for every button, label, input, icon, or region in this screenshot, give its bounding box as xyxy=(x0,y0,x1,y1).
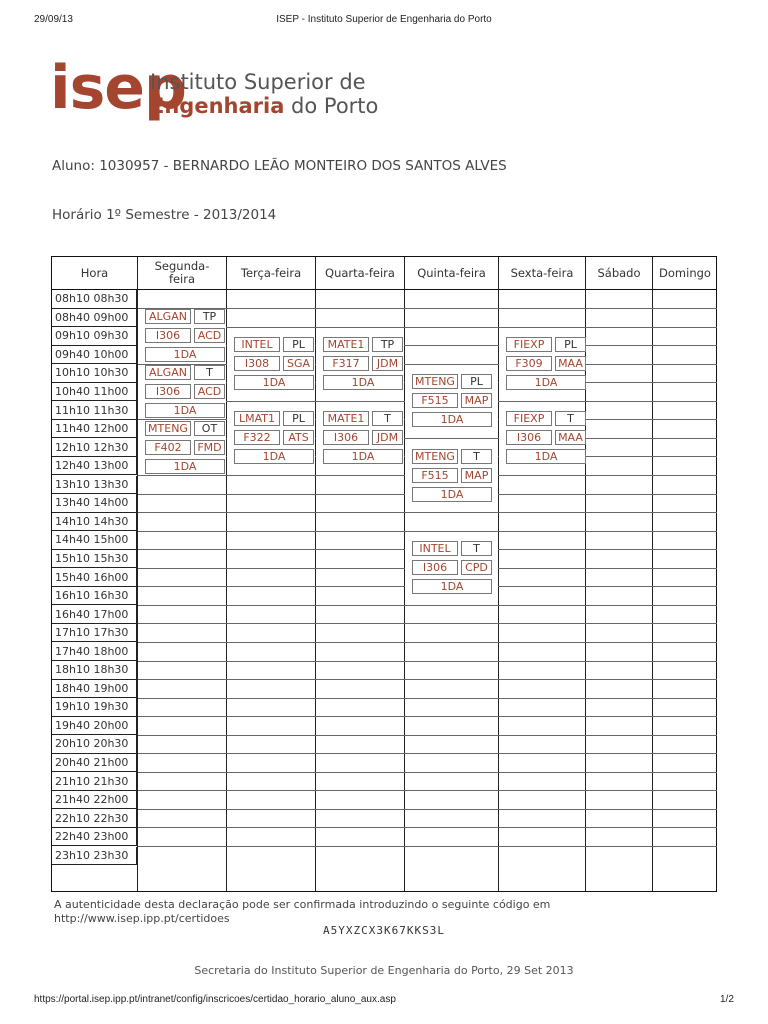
course-code: FIEXP xyxy=(506,337,552,352)
room-code: F515 xyxy=(412,393,458,408)
group-code: 1DA xyxy=(323,375,403,390)
hour-cell: 18h40 19h00 xyxy=(52,680,137,699)
class-type: TP xyxy=(372,337,403,352)
print-date: 29/09/13 xyxy=(34,14,73,25)
class-block[interactable] xyxy=(412,374,492,430)
logo-accent: Engenharia xyxy=(150,94,285,118)
isep-logo xyxy=(50,53,379,128)
class-block[interactable] xyxy=(145,365,225,421)
row-line xyxy=(138,661,717,662)
hour-cell: 22h40 23h00 xyxy=(52,828,137,847)
group-code: 1DA xyxy=(145,347,225,362)
print-title: ISEP - Instituto Superior de Engenharia do Porto xyxy=(276,14,492,25)
class-type: PL xyxy=(555,337,586,352)
row-line xyxy=(138,716,717,717)
class-type: T xyxy=(372,411,403,426)
row-line xyxy=(138,809,717,810)
authenticity-text xyxy=(54,898,550,926)
room-code: I306 xyxy=(145,328,191,343)
hour-cell: 13h40 14h00 xyxy=(52,494,137,513)
room-code: F515 xyxy=(412,468,458,483)
column-line xyxy=(652,257,653,891)
course-code: MTENG xyxy=(412,374,458,389)
class-block[interactable] xyxy=(412,541,492,597)
teacher-code: JDM xyxy=(372,356,403,371)
group-code: 1DA xyxy=(145,403,225,418)
hour-cell: 10h10 10h30 xyxy=(52,364,137,383)
hour-cell: 14h10 14h30 xyxy=(52,513,137,532)
hour-cell: 09h40 10h00 xyxy=(52,346,137,365)
logo-mark: isep xyxy=(50,53,186,123)
group-code: 1DA xyxy=(412,412,492,427)
hour-cell: 20h40 21h00 xyxy=(52,754,137,773)
group-code: 1DA xyxy=(506,449,586,464)
course-code: MTENG xyxy=(145,421,191,436)
course-code: INTEL xyxy=(234,337,280,352)
hour-cell: 15h10 15h30 xyxy=(52,550,137,569)
row-line xyxy=(138,846,717,847)
room-code: F309 xyxy=(506,356,552,371)
class-type: PL xyxy=(283,337,314,352)
header-segunda xyxy=(138,257,227,289)
class-block[interactable] xyxy=(234,411,314,467)
row-line xyxy=(138,772,717,773)
room-code: I308 xyxy=(234,356,280,371)
teacher-code: ACD xyxy=(194,384,225,399)
semester-line: Horário 1º Semestre - 2013/2014 xyxy=(52,207,277,223)
timetable xyxy=(51,256,717,892)
print-page: 1/2 xyxy=(720,994,734,1005)
hour-cell: 08h40 09h00 xyxy=(52,309,137,328)
row-line xyxy=(138,623,717,624)
course-code: MATE1 xyxy=(323,411,369,426)
header-sabado: Sábado xyxy=(586,257,653,289)
course-code: MTENG xyxy=(412,449,458,464)
class-block[interactable] xyxy=(145,421,225,477)
room-code: F322 xyxy=(234,430,280,445)
group-code: 1DA xyxy=(412,487,492,502)
teacher-code: ACD xyxy=(194,328,225,343)
authenticity-line1: A autenticidade desta declaração pode ser confirmada introduzindo o seguinte código em xyxy=(54,898,551,911)
hour-cell: 09h10 09h30 xyxy=(52,327,137,346)
student-line: Aluno: 1030957 - BERNARDO LEÃO MONTEIRO DOS SANTOS ALVES xyxy=(52,158,507,174)
class-block[interactable] xyxy=(506,337,586,393)
hour-cell: 19h10 19h30 xyxy=(52,698,137,717)
class-type: T xyxy=(461,449,492,464)
teacher-code: MAA xyxy=(555,430,586,445)
course-code: MATE1 xyxy=(323,337,369,352)
header-divider xyxy=(52,289,716,290)
authenticity-code: A5YXZCX3K67KKS3L xyxy=(323,924,445,937)
hour-cell: 11h40 12h00 xyxy=(52,420,137,439)
class-type: T xyxy=(461,541,492,556)
row-line xyxy=(138,698,717,699)
teacher-code: JDM xyxy=(372,430,403,445)
hour-cell: 22h10 22h30 xyxy=(52,809,137,828)
course-code: LMAT1 xyxy=(234,411,280,426)
row-line xyxy=(138,642,717,643)
hour-cell: 11h10 11h30 xyxy=(52,401,137,420)
class-block[interactable] xyxy=(412,449,492,505)
hour-cell: 18h10 18h30 xyxy=(52,661,137,680)
course-code: FIEXP xyxy=(506,411,552,426)
room-code: F402 xyxy=(145,440,191,455)
course-code: ALGAN xyxy=(145,365,191,380)
hour-cell: 17h40 18h00 xyxy=(52,642,137,661)
row-line xyxy=(138,790,717,791)
hour-cell: 12h10 12h30 xyxy=(52,438,137,457)
hour-cell: 14h40 15h00 xyxy=(52,531,137,550)
row-line xyxy=(138,735,717,736)
teacher-code: FMD xyxy=(194,440,225,455)
teacher-code: ATS xyxy=(283,430,314,445)
row-line xyxy=(138,605,717,606)
course-code: ALGAN xyxy=(145,309,191,324)
class-type: PL xyxy=(283,411,314,426)
hour-cell: 15h40 16h00 xyxy=(52,568,137,587)
class-type: T xyxy=(555,411,586,426)
class-block[interactable] xyxy=(323,411,403,467)
hour-cell: 19h40 20h00 xyxy=(52,717,137,736)
header-segunda-text: Segunda-feira xyxy=(154,259,210,286)
logo-line2 xyxy=(150,94,378,118)
class-block[interactable] xyxy=(234,337,314,393)
header-domingo: Domingo xyxy=(659,265,711,280)
row-line xyxy=(138,827,717,828)
group-code: 1DA xyxy=(506,375,586,390)
hour-cell: 23h10 23h30 xyxy=(52,847,137,866)
hour-cell: 10h40 11h00 xyxy=(52,383,137,402)
hour-cell: 20h10 20h30 xyxy=(52,735,137,754)
group-code: 1DA xyxy=(234,375,314,390)
header-sexta: Sexta-feira xyxy=(499,257,586,289)
logo-line1: Instituto Superior de xyxy=(150,70,366,94)
hour-cell: 12h40 13h00 xyxy=(52,457,137,476)
course-code: INTEL xyxy=(412,541,458,556)
row-line xyxy=(138,512,717,513)
print-url[interactable]: https://portal.isep.ipp.pt/intranet/config/inscricoes/certidao_horario_aluno_aux.asp xyxy=(34,994,396,1005)
room-code: F317 xyxy=(323,356,369,371)
class-type: TP xyxy=(194,309,225,324)
header-terca: Terça-feira xyxy=(227,257,316,289)
row-line xyxy=(138,679,717,680)
hour-cell: 16h10 16h30 xyxy=(52,587,137,606)
authenticity-link[interactable]: http://www.isep.ipp.pt/certidoes xyxy=(54,912,230,925)
hour-cell: 08h10 08h30 xyxy=(52,290,137,309)
class-type: OT xyxy=(194,421,225,436)
hour-cell: 16h40 17h00 xyxy=(52,605,137,624)
teacher-code: SGA xyxy=(283,356,314,371)
class-type: T xyxy=(194,365,225,380)
room-code: I306 xyxy=(412,560,458,575)
teacher-code: MAA xyxy=(555,356,586,371)
teacher-code: MAP xyxy=(461,393,492,408)
hour-cell: 21h40 22h00 xyxy=(52,791,137,810)
class-block[interactable] xyxy=(506,411,586,467)
group-code: 1DA xyxy=(323,449,403,464)
class-block[interactable] xyxy=(323,337,403,393)
header-quarta: Quarta-feira xyxy=(316,257,405,289)
logo-line2-rest: do Porto xyxy=(284,94,379,118)
header-quinta: Quinta-feira xyxy=(405,257,499,289)
hour-cell: 13h10 13h30 xyxy=(52,476,137,495)
group-code: 1DA xyxy=(234,449,314,464)
class-type: PL xyxy=(461,374,492,389)
hour-cell: 21h10 21h30 xyxy=(52,772,137,791)
teacher-code: MAP xyxy=(461,468,492,483)
class-block[interactable] xyxy=(145,309,225,365)
room-code: I306 xyxy=(145,384,191,399)
row-line xyxy=(138,753,717,754)
hour-cell: 17h10 17h30 xyxy=(52,624,137,643)
group-code: 1DA xyxy=(412,579,492,594)
room-code: I306 xyxy=(506,430,552,445)
group-code: 1DA xyxy=(145,459,225,474)
header-hora: Hora xyxy=(52,257,138,289)
secretaria-footer: Secretaria do Instituto Superior de Engenharia do Porto, 29 Set 2013 xyxy=(194,964,574,977)
room-code: I306 xyxy=(323,430,369,445)
teacher-code: CPD xyxy=(461,560,492,575)
